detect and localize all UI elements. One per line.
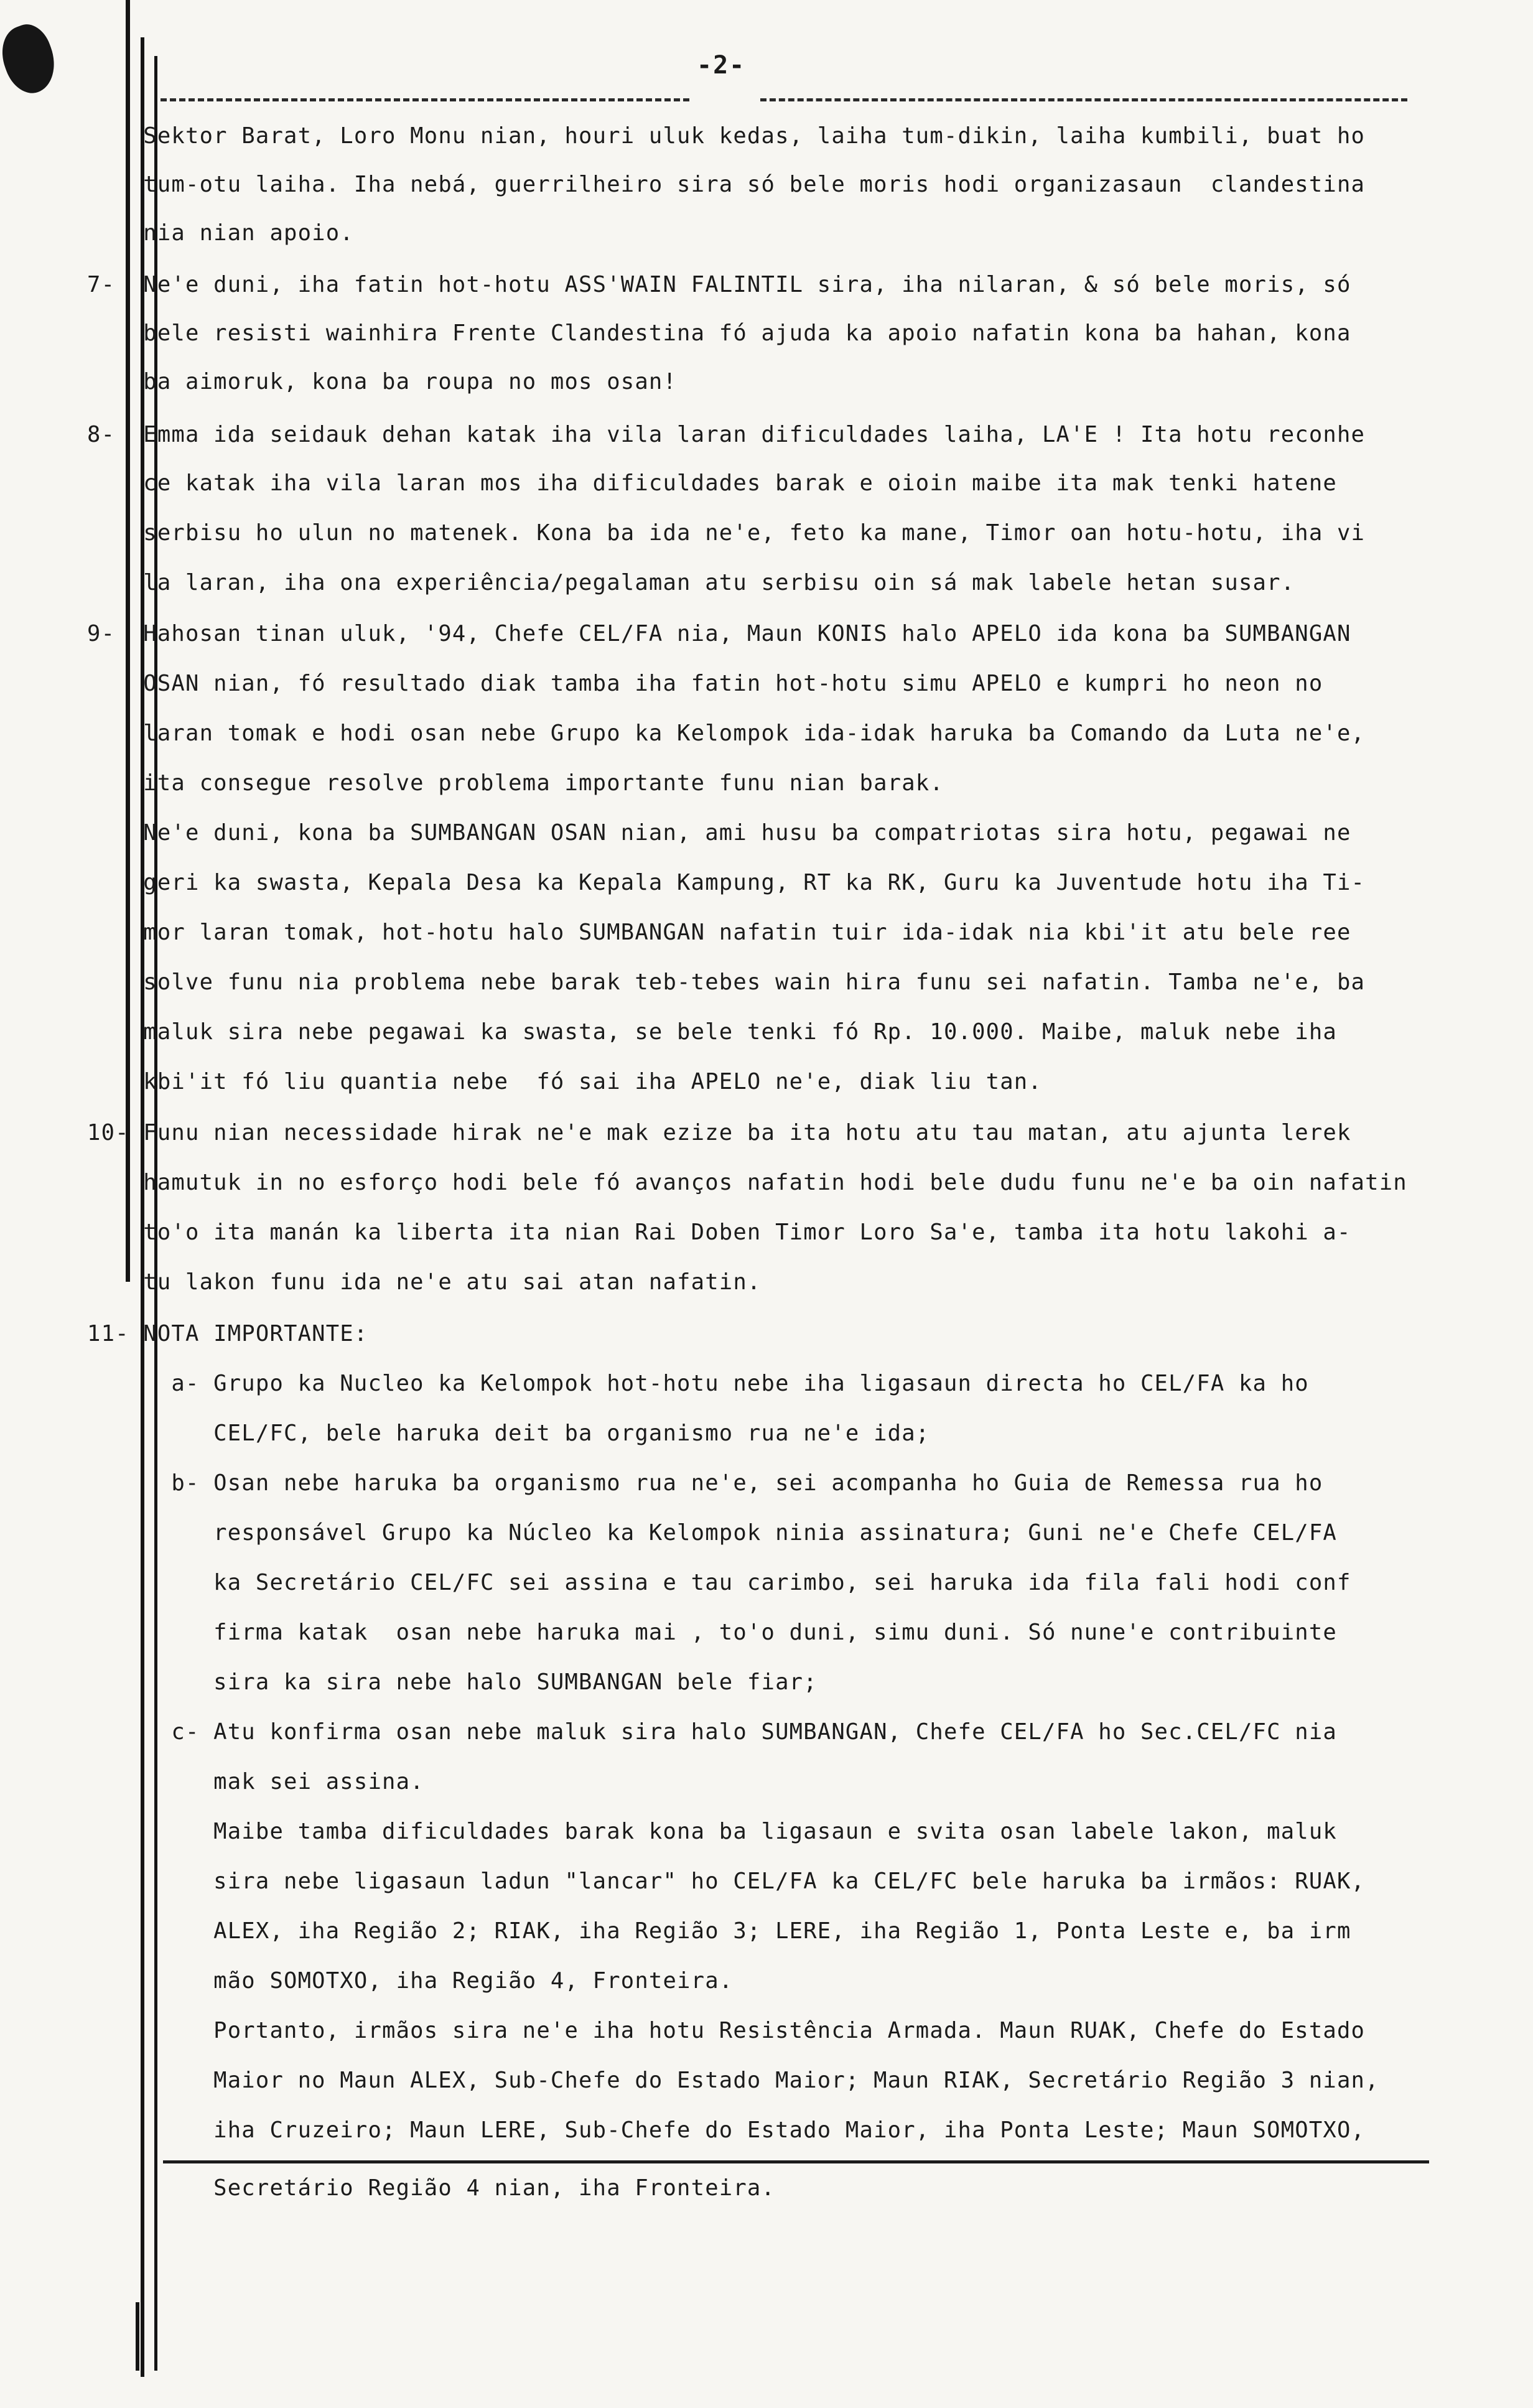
text-line: 10- Funu nian necessidade hirak ne'e mak ezize ba ita hotu atu tau matan, atu ajunta lerek bbox=[87, 1120, 1351, 1146]
text-line: laran tomak e hodi osan nebe Grupo ka Kelompok ida-idak haruka ba Comando da Luta ne'e, bbox=[87, 721, 1366, 746]
text-line: 9- Hahosan tinan uluk, '94, Chefe CEL/FA nia, Maun KONIS halo APELO ida kona ba SUMBANGAN bbox=[87, 621, 1351, 646]
text-line: ce katak iha vila laran mos iha dificuldades barak e oioin maibe ita mak tenki hatene bbox=[87, 470, 1337, 496]
text-line: to'o ita manán ka liberta ita nian Rai Doben Timor Loro Sa'e, tamba ita hotu lakohi a- bbox=[87, 1220, 1351, 1245]
text-line: 7- Ne'e duni, iha fatin hot-hotu ASS'WAIN FALINTIL sira, iha nilaran, & só bele moris, só bbox=[87, 272, 1351, 297]
page-number: -2- bbox=[697, 51, 746, 80]
text-line: ita consegue resolve problema importante funu nian barak. bbox=[87, 770, 944, 796]
text-line: 8- Emma ida seidauk dehan katak iha vila laran dificuldades laiha, LA'E ! Ita hotu reconhe bbox=[87, 422, 1366, 447]
text-line: hamutuk in no esforço hodi bele fó avanços nafatin hodi bele dudu funu ne'e ba oin nafatin bbox=[87, 1170, 1407, 1195]
text-line: Maibe tamba dificuldades barak kona ba ligasaun e svita osan labele lakon, maluk bbox=[87, 1819, 1337, 1844]
text-line: ALEX, iha Região 2; RIAK, iha Região 3; LERE, iha Região 1, Ponta Leste e, ba irm bbox=[87, 1918, 1351, 1944]
text-line: nia nian apoio. bbox=[87, 220, 354, 246]
text-line: ka Secretário CEL/FC sei assina e tau carimbo, sei haruka ida fila fali hodi conf bbox=[87, 1570, 1351, 1595]
text-line: serbisu ho ulun no matenek. Kona ba ida ne'e, feto ka mane, Timor oan hotu-hotu, iha vi bbox=[87, 520, 1366, 546]
text-line: Maior no Maun ALEX, Sub-Chefe do Estado Maior; Maun RIAK, Secretário Região 3 nian, bbox=[87, 2068, 1379, 2093]
text-line: ba aimoruk, kona ba roupa no mos osan! bbox=[87, 369, 678, 394]
header-rule-left bbox=[161, 98, 689, 101]
text-line: solve funu nia problema nebe barak teb-tebes wain hira funu sei nafatin. Tamba ne'e, ba bbox=[87, 969, 1366, 995]
text-line: Secretário Região 4 nian, iha Fronteira. bbox=[87, 2175, 776, 2201]
text-line: tu lakon funu ida ne'e atu sai atan nafatin. bbox=[87, 1269, 762, 1295]
text-line: mor laran tomak, hot-hotu halo SUMBANGAN nafatin tuir ida-idak nia kbi'it atu bele ree bbox=[87, 920, 1351, 945]
text-line: mão SOMOTXO, iha Região 4, Fronteira. bbox=[87, 1968, 734, 1994]
text-line: firma katak osan nebe haruka mai , to'o duni, simu duni. Só nune'e contribuinte bbox=[87, 1620, 1337, 1645]
text-line: tum-otu laiha. Iha nebá, guerrilheiro sira só bele moris hodi organizasaun clandestina bbox=[87, 172, 1366, 197]
text-line: responsável Grupo ka Núcleo ka Kelompok ninia assinatura; Guni ne'e Chefe CEL/FA bbox=[87, 1520, 1337, 1546]
text-line: mak sei assina. bbox=[87, 1769, 424, 1794]
text-line: kbi'it fó liu quantia nebe fó sai iha APELO ne'e, diak liu tan. bbox=[87, 1069, 1042, 1094]
text-line: c- Atu konfirma osan nebe maluk sira halo SUMBANGAN, Chefe CEL/FA ho Sec.CEL/FC nia bbox=[87, 1719, 1337, 1745]
text-line: la laran, iha ona experiência/pegalaman atu serbisu oin sá mak labele hetan susar. bbox=[87, 570, 1295, 595]
text-line: OSAN nian, fó resultado diak tamba iha fatin hot-hotu simu APELO e kumpri ho neon no bbox=[87, 671, 1323, 696]
header-rule-right bbox=[760, 98, 1407, 101]
text-line: CEL/FC, bele haruka deit ba organismo rua ne'e ida; bbox=[87, 1421, 930, 1446]
ink-blot bbox=[0, 19, 63, 100]
text-line: 11- NOTA IMPORTANTE: bbox=[87, 1321, 368, 1346]
closing-rule bbox=[163, 2160, 1429, 2163]
text-line: sira ka sira nebe halo SUMBANGAN bele fiar; bbox=[87, 1669, 818, 1695]
margin-mark bbox=[136, 2302, 164, 2371]
text-line: Portanto, irmãos sira ne'e iha hotu Resistência Armada. Maun RUAK, Chefe do Estado bbox=[87, 2018, 1366, 2043]
text-line: sira nebe ligasaun ladun "lancar" ho CEL/FA ka CEL/FC bele haruka ba irmãos: RUAK, bbox=[87, 1869, 1366, 1894]
text-line: Sektor Barat, Loro Monu nian, houri uluk kedas, laiha tum-dikin, laiha kumbili, buat ho bbox=[87, 123, 1366, 149]
text-line: a- Grupo ka Nucleo ka Kelompok hot-hotu nebe iha ligasaun directa ho CEL/FA ka ho bbox=[87, 1371, 1309, 1396]
text-line: geri ka swasta, Kepala Desa ka Kepala Kampung, RT ka RK, Guru ka Juventude hotu iha Ti- bbox=[87, 870, 1366, 895]
text-line: b- Osan nebe haruka ba organismo rua ne'e, sei acompanha ho Guia de Remessa rua ho bbox=[87, 1470, 1323, 1496]
text-line: maluk sira nebe pegawai ka swasta, se bele tenki fó Rp. 10.000. Maibe, maluk nebe iha bbox=[87, 1019, 1337, 1045]
text-line: Ne'e duni, kona ba SUMBANGAN OSAN nian, ami husu ba compatriotas sira hotu, pegawai ne bbox=[87, 820, 1351, 846]
text-line: iha Cruzeiro; Maun LERE, Sub-Chefe do Estado Maior, iha Ponta Leste; Maun SOMOTXO, bbox=[87, 2117, 1366, 2143]
text-line: bele resisti wainhira Frente Clandestina fó ajuda ka apoio nafatin kona ba hahan, kona bbox=[87, 320, 1351, 346]
